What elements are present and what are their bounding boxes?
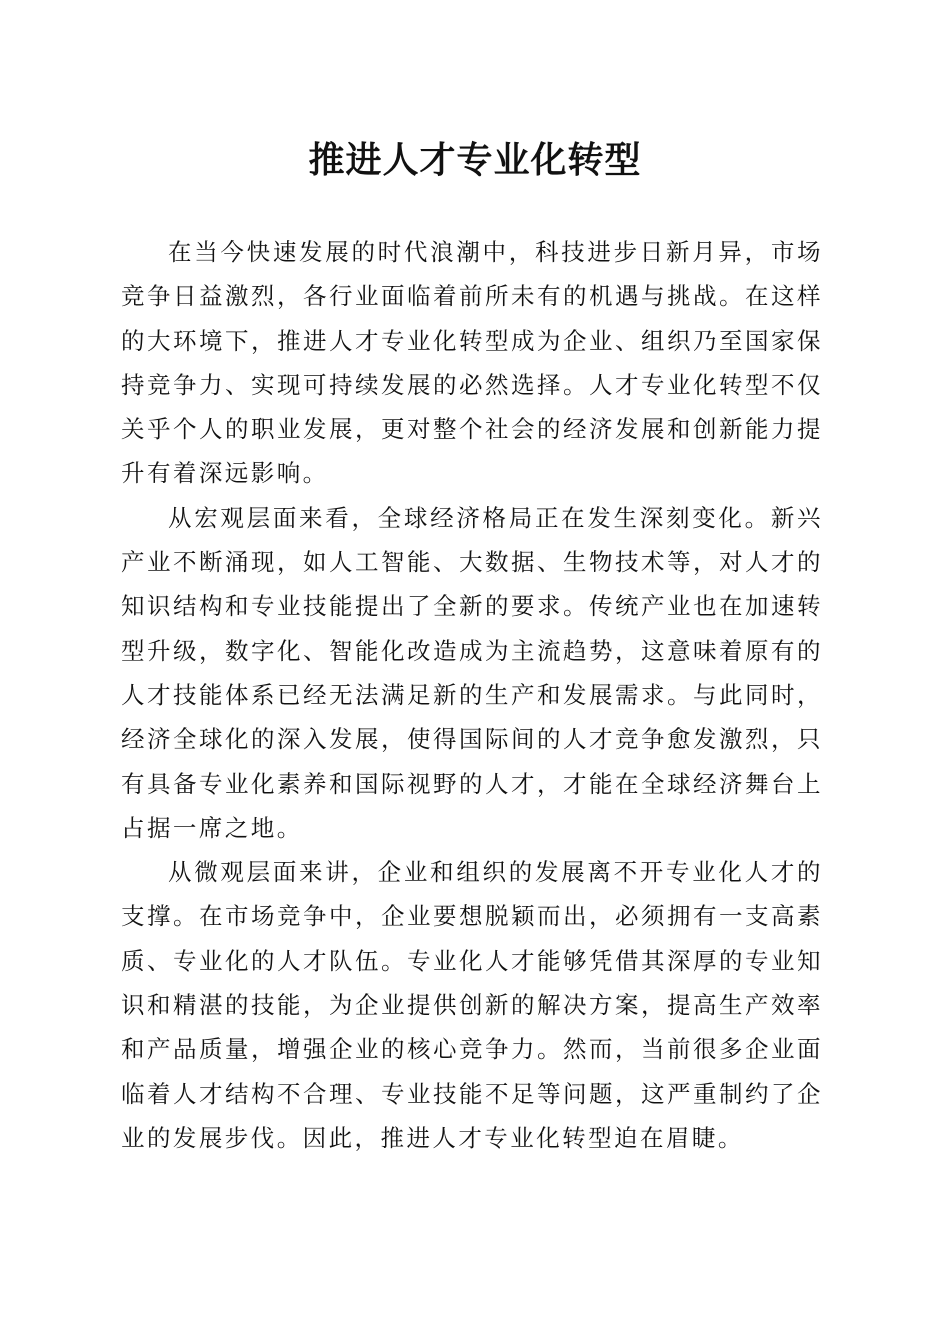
document-title: 推进人才专业化转型 xyxy=(308,139,642,181)
paragraph-2: 从宏观层面来看，全球经济格局正在发生深刻变化。新兴产业不断涌现，如人工智能、大数据、生物技术等，对人才的知识结构和专业技能提出了全新的要求。传统产业也在加速转型升级，数字化、智能化改造成为主流趋势，这意味着原有的人才技能体系已经无法满足新的生产和发展需求。与此同时，经济全球化的深入发展，使得国际间的人才竞争愈发激烈，只有具备专业化素养和国际视野的人才，才能在全球经济舞台上占据一席之地。 xyxy=(121,503,823,842)
paragraph-1: 在当今快速发展的时代浪潮中，科技进步日新月异，市场竞争日益激烈，各行业面临着前所未有的机遇与挑战。在这样的大环境下，推进人才专业化转型成为企业、组织乃至国家保持竞争力、实现可持续发展的必然选择。人才专业化转型不仅关乎个人的职业发展，更对整个社会的经济发展和创新能力提升有着深远影响。 xyxy=(121,238,823,488)
paragraph-3: 从微观层面来讲，企业和组织的发展离不开专业化人才的支撑。在市场竞争中，企业要想脱颖而出，必须拥有一支高素质、专业化的人才队伍。专业化人才能够凭借其深厚的专业知识和精湛的技能，为企业提供创新的解决方案，提高生产效率和产品质量，增强企业的核心竞争力。然而，当前很多企业面临着人才结构不合理、专业技能不足等问题，这严重制约了企业的发展步伐。因此，推进人才专业化转型迫在眉睫。 xyxy=(121,858,823,1152)
document-body xyxy=(121,230,823,1160)
